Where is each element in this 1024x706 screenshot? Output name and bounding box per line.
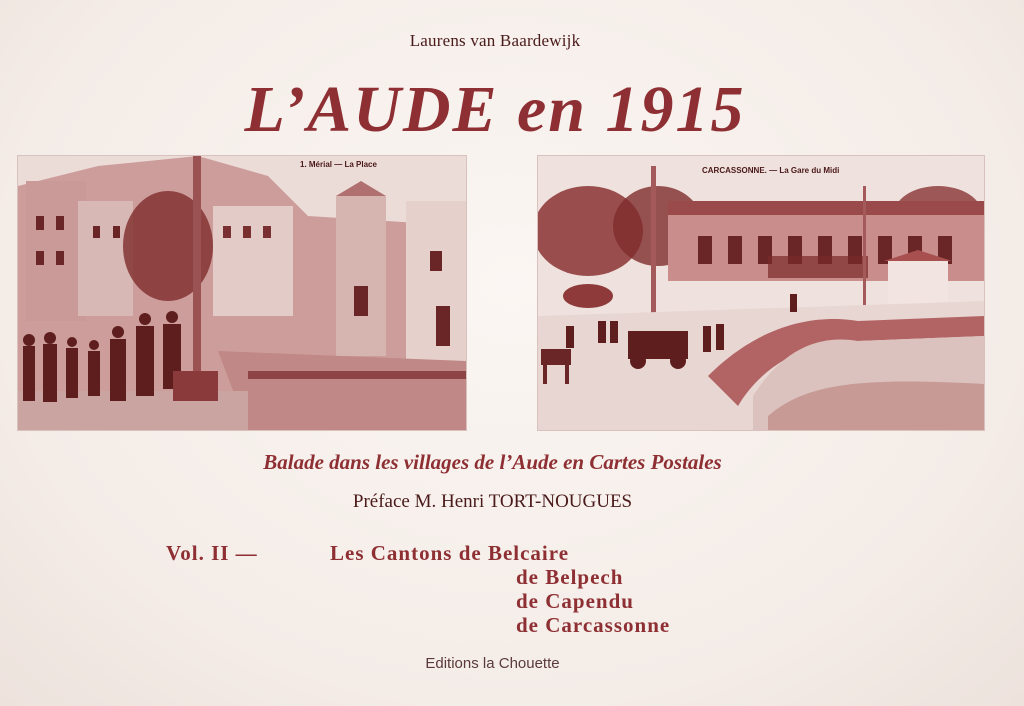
cantons-list	[330, 541, 670, 637]
preface-credit: Préface M. Henri TORT-NOUGUES	[352, 491, 633, 512]
postcard-photo-train-station	[538, 156, 984, 430]
volume-label: Vol. II —	[166, 541, 258, 565]
book-title: L’AUDE en 1915	[244, 73, 746, 146]
left-postcard-caption: 1. Mérial — La Place	[300, 160, 377, 169]
book-subtitle: Balade dans les villages de l’Aude en Cartes Postales	[263, 450, 722, 474]
canton-line: Les Cantons de Belcaire	[330, 541, 570, 565]
author-name: Laurens van Baardewijk	[409, 31, 581, 50]
village-square-image	[18, 156, 466, 430]
right-postcard-caption: CARCASSONNE. — La Gare du Midi	[702, 166, 840, 175]
postcard-photo-village-square	[18, 156, 466, 430]
train-station-image	[538, 156, 984, 430]
canton-line: de Carcassonne	[516, 613, 671, 637]
publisher-name: Editions la Chouette	[425, 655, 560, 672]
canton-line: de Belpech	[516, 565, 624, 589]
canton-line: de Capendu	[516, 589, 634, 613]
